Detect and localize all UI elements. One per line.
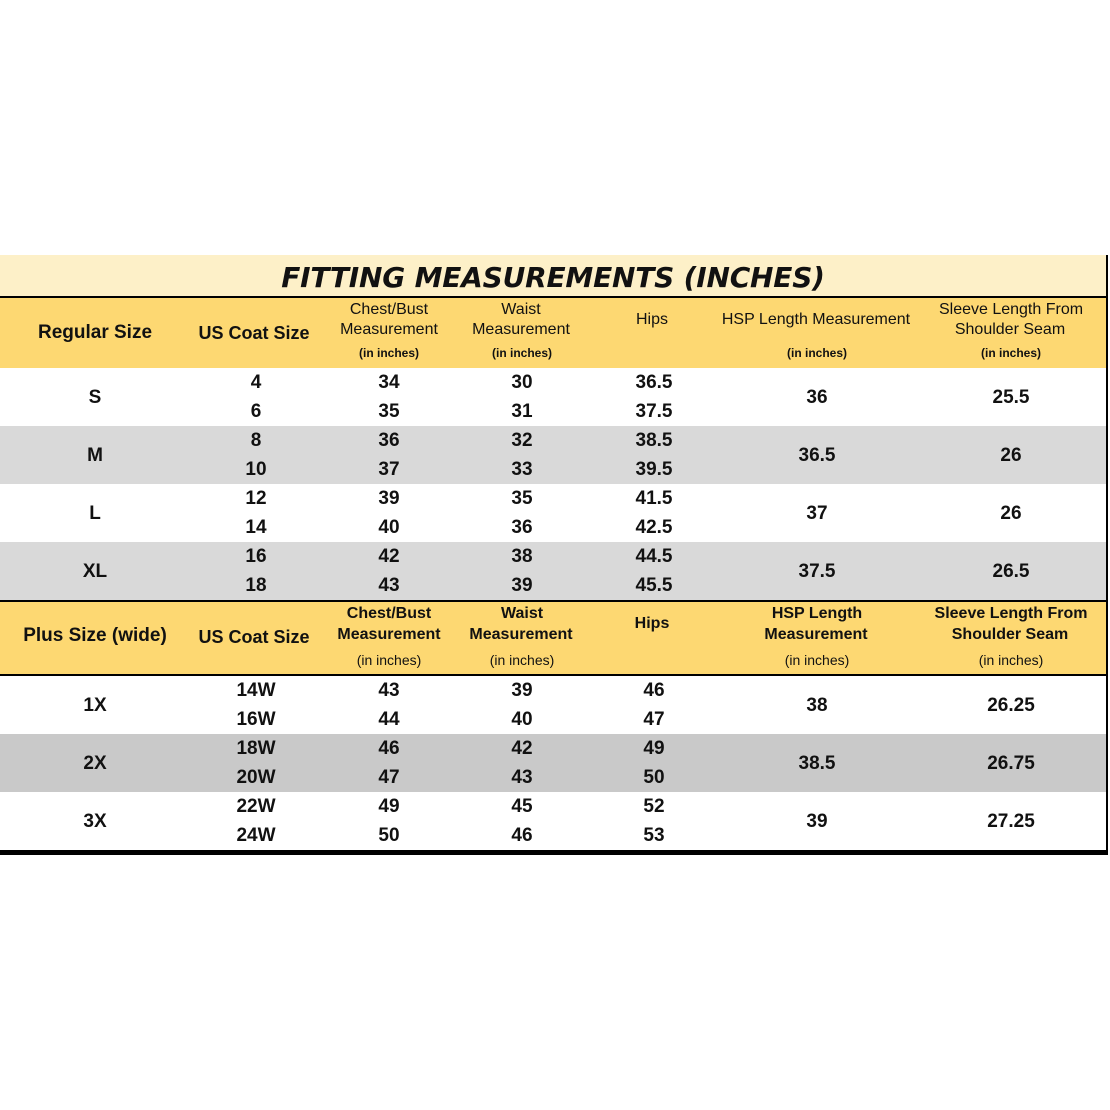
coat-size: 6: [250, 401, 262, 422]
chest-value: 36: [378, 430, 400, 451]
header-chest-line1: Chest/Bust: [349, 301, 429, 318]
header-sleeve-line1: Sleeve Length From: [938, 301, 1084, 318]
hsp-value: 38.5: [798, 753, 836, 774]
chart-title: FITTING MEASUREMENTS (INCHES): [281, 261, 825, 294]
sleeve-value: 26.25: [987, 695, 1035, 716]
size-label: 1X: [83, 695, 107, 716]
header-us-coat-size: US Coat Size: [198, 323, 310, 343]
waist-value: 39: [511, 680, 533, 701]
hips-value: 44.5: [635, 546, 673, 567]
hips-value: 47: [643, 709, 665, 730]
hsp-value: 37.5: [798, 561, 836, 582]
size-label: XL: [82, 561, 108, 582]
coat-size: 12: [245, 488, 267, 509]
size-label: M: [87, 445, 103, 466]
sleeve-value: 26: [1000, 503, 1022, 524]
waist-value: 38: [511, 546, 533, 567]
hips-value: 50: [643, 767, 665, 788]
size-group-l: [0, 484, 1108, 542]
sleeve-value: 25.5: [992, 387, 1030, 408]
header-sleeve-unit: (in inches): [978, 652, 1044, 668]
waist-value: 36: [511, 517, 533, 538]
header-regular-size: Regular Size: [37, 322, 153, 343]
waist-value: 40: [511, 709, 533, 730]
header-sleeve-unit: (in inches): [980, 346, 1042, 360]
hips-value: 52: [643, 796, 665, 817]
chest-value: 34: [378, 372, 400, 393]
hips-value: 49: [643, 738, 665, 759]
header-waist-line1: Waist: [500, 605, 544, 622]
hsp-value: 36: [806, 387, 828, 408]
hips-value: 37.5: [635, 401, 673, 422]
header-hips: Hips: [634, 615, 670, 632]
header-waist-unit: (in inches): [491, 346, 553, 360]
header-hsp-unit: (in inches): [784, 652, 850, 668]
header-chest-line1: Chest/Bust: [346, 605, 432, 622]
size-group-1x: [0, 676, 1108, 734]
coat-size: 10: [245, 459, 267, 480]
chest-value: 39: [378, 488, 400, 509]
header-hsp: HSP Length Measurement: [721, 311, 911, 328]
header-chest-line2: Measurement: [340, 321, 438, 338]
chest-value: 35: [378, 401, 400, 422]
coat-size: 16: [245, 546, 267, 567]
size-group-s: [0, 368, 1108, 426]
hsp-value: 38: [806, 695, 828, 716]
waist-value: 43: [511, 767, 533, 788]
coat-size: 14: [245, 517, 267, 538]
hips-value: 38.5: [635, 430, 673, 451]
size-label: 3X: [83, 811, 107, 832]
chest-value: 47: [378, 767, 400, 788]
header-waist-line2: Measurement: [469, 626, 573, 643]
sleeve-value: 26.5: [992, 561, 1030, 582]
hips-value: 42.5: [635, 517, 673, 538]
hips-value: 39.5: [635, 459, 673, 480]
waist-value: 39: [511, 575, 533, 596]
coat-size: 18: [245, 575, 267, 596]
sleeve-value: 27.25: [987, 811, 1035, 832]
title-bar: [0, 255, 1108, 296]
header-waist-line1: Waist: [501, 301, 541, 318]
waist-value: 32: [511, 430, 533, 451]
hsp-value: 39: [806, 811, 828, 832]
chest-value: 37: [378, 459, 400, 480]
chest-value: 46: [378, 738, 400, 759]
coat-size: 4: [250, 372, 262, 393]
coat-size: 24W: [236, 825, 276, 846]
chest-value: 50: [378, 825, 400, 846]
waist-value: 42: [511, 738, 533, 759]
chest-value: 42: [378, 546, 400, 567]
coat-size: 20W: [236, 767, 276, 788]
hips-value: 53: [643, 825, 665, 846]
header-sleeve-line2: Shoulder Seam: [954, 321, 1066, 338]
header-hips: Hips: [635, 311, 669, 328]
chest-value: 44: [378, 709, 400, 730]
coat-size: 14W: [236, 680, 276, 701]
waist-value: 46: [511, 825, 533, 846]
chest-value: 43: [378, 680, 400, 701]
header-chest-line2: Measurement: [337, 626, 441, 643]
header-hsp-line1: HSP Length: [771, 605, 863, 622]
coat-size: 16W: [236, 709, 276, 730]
sleeve-value: 26: [1000, 445, 1022, 466]
hips-value: 46: [643, 680, 665, 701]
waist-value: 45: [511, 796, 533, 817]
header-us-coat-size: US Coat Size: [198, 627, 310, 647]
hsp-value: 37: [806, 503, 828, 524]
chest-value: 49: [378, 796, 400, 817]
coat-size: 22W: [236, 796, 276, 817]
header-sleeve-line1: Sleeve Length From: [934, 605, 1088, 622]
size-label: S: [88, 387, 102, 408]
size-label: L: [89, 503, 101, 524]
coat-size: 8: [250, 430, 262, 451]
waist-value: 33: [511, 459, 533, 480]
plus-size-header: [0, 600, 1108, 676]
waist-value: 35: [511, 488, 533, 509]
header-hsp-unit: (in inches): [786, 346, 848, 360]
fitting-measurements-chart: [0, 255, 1108, 855]
size-label: 2X: [83, 753, 107, 774]
header-sleeve-line2: Shoulder Seam: [951, 626, 1069, 643]
header-waist-unit: (in inches): [489, 652, 555, 668]
waist-value: 30: [511, 372, 533, 393]
header-plus-size: Plus Size (wide): [23, 625, 167, 646]
sleeve-value: 26.75: [987, 753, 1035, 774]
size-group-xl: [0, 542, 1108, 600]
size-group-3x: [0, 792, 1108, 850]
hips-value: 41.5: [635, 488, 673, 509]
hips-value: 36.5: [635, 372, 673, 393]
waist-value: 31: [511, 401, 533, 422]
hsp-value: 36.5: [798, 445, 836, 466]
coat-size: 18W: [236, 738, 276, 759]
bottom-rule: [0, 850, 1108, 855]
header-hsp-line2: Measurement: [764, 626, 868, 643]
size-group-2x: [0, 734, 1108, 792]
size-group-m: [0, 426, 1108, 484]
chest-value: 43: [378, 575, 400, 596]
header-chest-unit: (in inches): [358, 346, 420, 360]
regular-size-header: [0, 296, 1108, 368]
hips-value: 45.5: [635, 575, 673, 596]
header-waist-line2: Measurement: [472, 321, 570, 338]
header-chest-unit: (in inches): [356, 652, 422, 668]
chest-value: 40: [378, 517, 400, 538]
